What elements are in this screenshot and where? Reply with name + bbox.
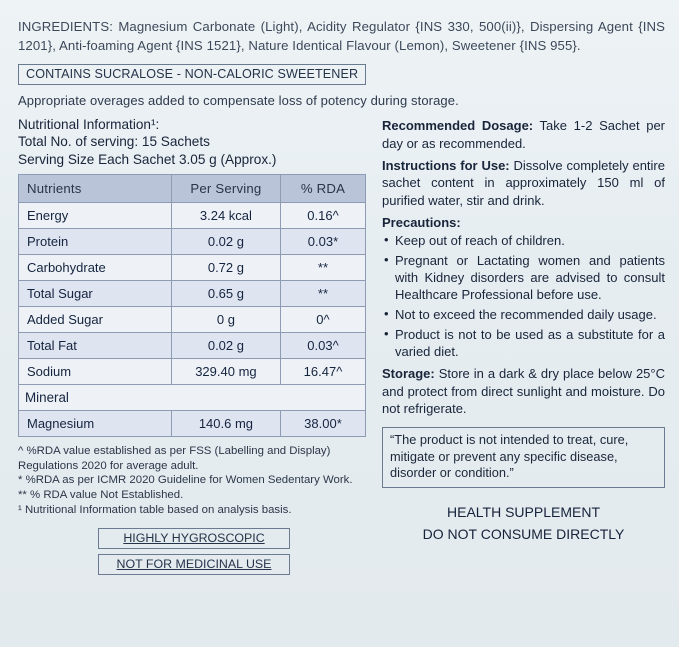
nutrient-rda: ** <box>280 254 365 280</box>
nutrient-name: Added Sugar <box>19 306 172 332</box>
nutrient-value: 3.24 kcal <box>171 202 280 228</box>
list-item: • Product is not to be used as a substitute for a varied diet. <box>382 327 665 361</box>
nutrient-name: Sodium <box>19 358 172 384</box>
nutrition-table <box>18 174 366 437</box>
storage-heading: Storage: <box>382 366 435 382</box>
nutrient-rda: 16.47^ <box>280 358 365 384</box>
precautions-heading: Precautions: <box>382 214 461 230</box>
table-row <box>19 410 366 436</box>
footnote-rda-icmr: * %RDA as per ICMR 2020 Guideline for Women Sedentary Work. <box>18 474 353 487</box>
nutrient-value: 0 g <box>171 306 280 332</box>
nutrition-column <box>18 117 370 579</box>
warning-badges <box>18 528 370 580</box>
dosage-block <box>382 117 665 152</box>
nutrient-name: Total Fat <box>19 332 172 358</box>
list-item: • Not to exceed the recommended daily usage. <box>382 307 665 324</box>
instructions-block <box>382 157 665 209</box>
nutrient-rda: ** <box>280 280 365 306</box>
instructions-text: Dissolve completely entire sachet content in approximately 150 ml of purified water, stir and drink. <box>382 158 665 208</box>
nutrient-value: 140.6 mg <box>171 410 280 436</box>
overages-note: Appropriate overages added to compensate loss of potency during storage. <box>18 93 459 109</box>
footnotes <box>18 444 370 518</box>
nutrient-name: Protein <box>19 228 172 254</box>
header-rda: % RDA <box>280 174 365 202</box>
ingredients-text: INGREDIENTS: Magnesium Carbonate (Light), Acidity Regulator {INS 330, 500(ii)}, Dispersing Agent {INS 1201}, Anti-foaming Agent {INS 1521}, Nature Identical Flavour (Lemon), Sweetener {INS 955}. <box>18 19 665 53</box>
nutrient-value: 0.65 g <box>171 280 280 306</box>
nutrition-title: Nutritional Information¹: <box>18 117 160 133</box>
usage-column <box>382 117 665 579</box>
footnote-rda-fss: ^ %RDA value established as per FSS (Labelling and Display) Regulations 2020 for average adult. <box>18 444 331 472</box>
storage-block <box>382 365 665 417</box>
total-servings: Total No. of serving: 15 Sachets <box>18 134 210 150</box>
table-row <box>19 202 366 228</box>
table-row <box>19 332 366 358</box>
table-row <box>19 306 366 332</box>
nutrient-value: 329.40 mg <box>171 358 280 384</box>
nutrient-rda: 0.03^ <box>280 332 365 358</box>
mineral-label: Mineral <box>19 384 366 410</box>
footer-block <box>382 502 665 545</box>
dosage-text: Take 1-2 Sachet per day or as recommended. <box>382 118 666 151</box>
storage-text: Store in a dark & dry place below 25°C and protect from direct sunlight and moisture. Do not refrigerate. <box>382 366 665 416</box>
nutrient-name: Total Sugar <box>19 280 172 306</box>
mineral-section-row <box>19 384 366 410</box>
footnote-not-established: ** % RDA value Not Established. <box>18 489 184 502</box>
header-per-serving: Per Serving <box>171 174 280 202</box>
nutrient-rda: 0.16^ <box>280 202 365 228</box>
badge-highly-hygroscopic: HIGHLY HYGROSCOPIC <box>98 528 290 549</box>
nutrient-name: Magnesium <box>19 410 172 436</box>
table-row <box>19 254 366 280</box>
nutrient-rda: 0.03* <box>280 228 365 254</box>
table-header-row <box>19 174 366 202</box>
table-row <box>19 358 366 384</box>
list-item: • Keep out of reach of children. <box>382 233 665 250</box>
sucralose-badge: CONTAINS SUCRALOSE - NON-CALORIC SWEETENER <box>18 64 366 85</box>
table-row <box>19 228 366 254</box>
nutrient-rda: 38.00* <box>280 410 365 436</box>
footer-health-supplement: HEALTH SUPPLEMENT <box>447 504 600 521</box>
nutrient-name: Energy <box>19 202 172 228</box>
disclaimer-box: “The product is not intended to treat, cure, mitigate or prevent any specific disease, disorder or condition.” <box>382 427 665 488</box>
nutrient-value: 0.72 g <box>171 254 280 280</box>
list-item: • Pregnant or Lactating women and patients with Kidney disorders are advised to consult Healthcare Professional before use. <box>382 253 665 304</box>
precautions-block <box>382 214 665 361</box>
content-columns <box>18 117 665 579</box>
footnote-analysis-basis: ¹ Nutritional Information table based on analysis basis. <box>18 504 292 517</box>
footer-do-not-consume-directly: DO NOT CONSUME DIRECTLY <box>422 525 625 542</box>
instructions-heading: Instructions for Use: <box>382 158 510 174</box>
nutrient-value: 0.02 g <box>171 332 280 358</box>
nutrient-name: Carbohydrate <box>19 254 172 280</box>
serving-size: Serving Size Each Sachet 3.05 g (Approx.) <box>18 152 277 168</box>
nutrient-rda: 0^ <box>280 306 365 332</box>
header-nutrients: Nutrients <box>19 174 172 202</box>
nutrient-value: 0.02 g <box>171 228 280 254</box>
dosage-heading: Recommended Dosage: <box>382 118 534 134</box>
badge-not-for-medicinal-use: NOT FOR MEDICINAL USE <box>98 554 290 575</box>
table-row <box>19 280 366 306</box>
precautions-list <box>382 233 665 360</box>
